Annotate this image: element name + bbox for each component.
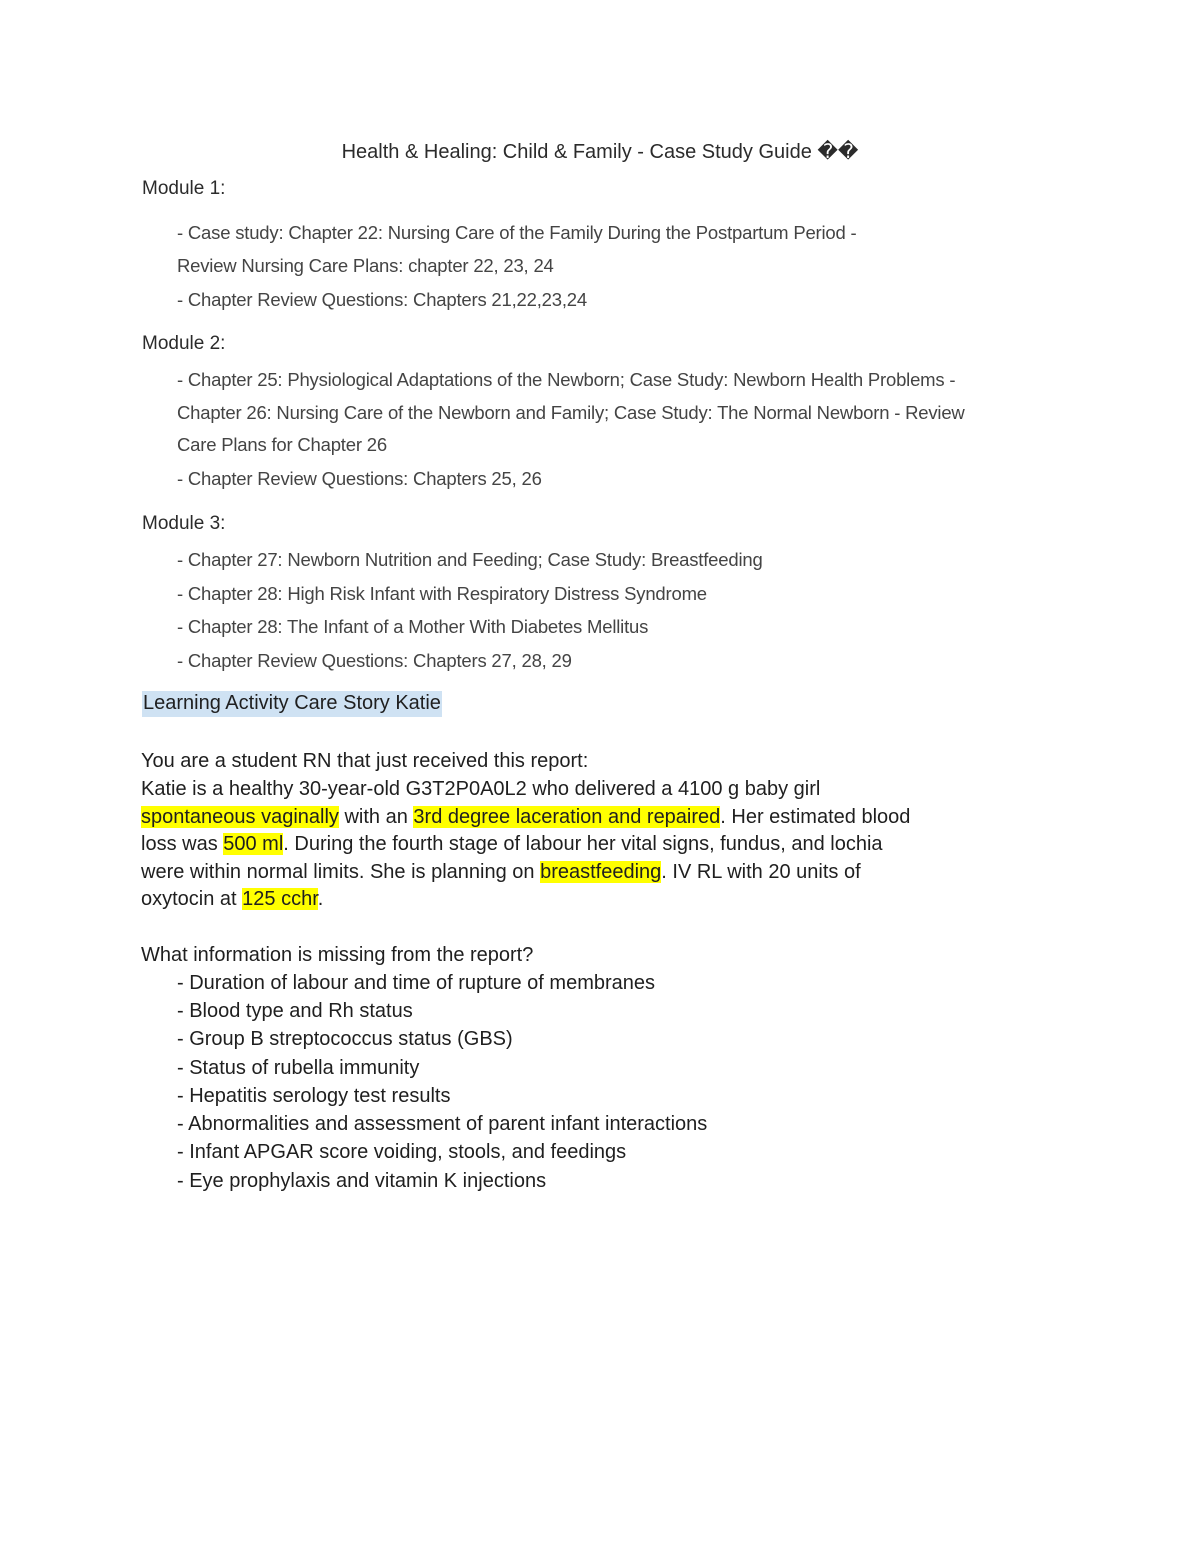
- report-line-5: [141, 888, 323, 911]
- highlighted-text: 3rd degree laceration and repaired: [413, 806, 721, 828]
- module-1-line-2: Review Nursing Care Plans: chapter 22, 23, 24: [177, 255, 554, 276]
- report-text: .: [317, 888, 324, 910]
- activity-title: Learning Activity Care Story Katie: [142, 691, 442, 717]
- report-text: were within normal limits. She is planning on: [141, 861, 541, 883]
- report-line-3: [141, 833, 883, 856]
- missing-item: - Status of rubella immunity: [177, 1057, 420, 1079]
- module-3-heading: Module 3:: [142, 513, 226, 534]
- document-title: Health & Healing: Child & Family - Case Study Guide ��: [341, 141, 859, 163]
- module-3-line-1: - Chapter 27: Newborn Nutrition and Feeding; Case Study: Breastfeeding: [177, 549, 763, 570]
- report-text: oxytocin at: [141, 888, 243, 910]
- module-1-line-3: - Chapter Review Questions: Chapters 21,22,23,24: [177, 289, 587, 310]
- module-3-line-2: - Chapter 28: High Risk Infant with Respiratory Distress Syndrome: [177, 583, 707, 604]
- missing-item: - Group B streptococcus status (GBS): [177, 1028, 513, 1050]
- report-text: with an: [338, 806, 414, 828]
- missing-question: What information is missing from the report?: [141, 944, 534, 966]
- missing-item: - Infant APGAR score voiding, stools, and feedings: [177, 1141, 627, 1163]
- highlighted-text: 500 ml: [223, 833, 284, 855]
- report-text: . Her estimated blood: [720, 806, 911, 828]
- module-3-line-4: - Chapter Review Questions: Chapters 27, 28, 29: [177, 650, 572, 671]
- highlighted-text: breastfeeding: [540, 861, 662, 883]
- report-text: Katie is a healthy 30-year-old G3T2P0A0L2 who delivered a 4100 g baby girl: [141, 778, 821, 800]
- report-line-2: [141, 806, 910, 829]
- module-3-line-3: - Chapter 28: The Infant of a Mother With Diabetes Mellitus: [177, 616, 649, 637]
- missing-item: - Blood type and Rh status: [177, 1000, 413, 1022]
- module-1-line-1: - Case study: Chapter 22: Nursing Care of the Family During the Postpartum Period -: [177, 222, 857, 243]
- module-2-line-3: Care Plans for Chapter 26: [177, 434, 387, 455]
- missing-item: - Hepatitis serology test results: [177, 1085, 451, 1107]
- report-text: loss was: [141, 833, 224, 855]
- missing-item: - Duration of labour and time of rupture of membranes: [177, 972, 656, 994]
- highlighted-text: 125 cchr: [242, 888, 318, 910]
- module-2-line-4: - Chapter Review Questions: Chapters 25, 26: [177, 468, 542, 489]
- report-intro: You are a student RN that just received this report:: [141, 750, 589, 772]
- missing-item: - Abnormalities and assessment of parent infant interactions: [177, 1113, 708, 1135]
- report-text: . IV RL with 20 units of: [661, 861, 861, 883]
- report-text: . During the fourth stage of labour her vital signs, fundus, and lochia: [283, 833, 883, 855]
- module-2-line-2: Chapter 26: Nursing Care of the Newborn and Family; Case Study: The Normal Newborn - Review: [177, 402, 965, 423]
- highlighted-text: spontaneous vaginally: [141, 806, 339, 828]
- report-line-4: [141, 861, 861, 884]
- report-line-1: [141, 778, 820, 801]
- module-2-heading: Module 2:: [142, 333, 226, 354]
- module-2-line-1: - Chapter 25: Physiological Adaptations of the Newborn; Case Study: Newborn Health Problems -: [177, 369, 956, 390]
- missing-item: - Eye prophylaxis and vitamin K injections: [177, 1170, 547, 1192]
- module-1-heading: Module 1:: [142, 178, 226, 199]
